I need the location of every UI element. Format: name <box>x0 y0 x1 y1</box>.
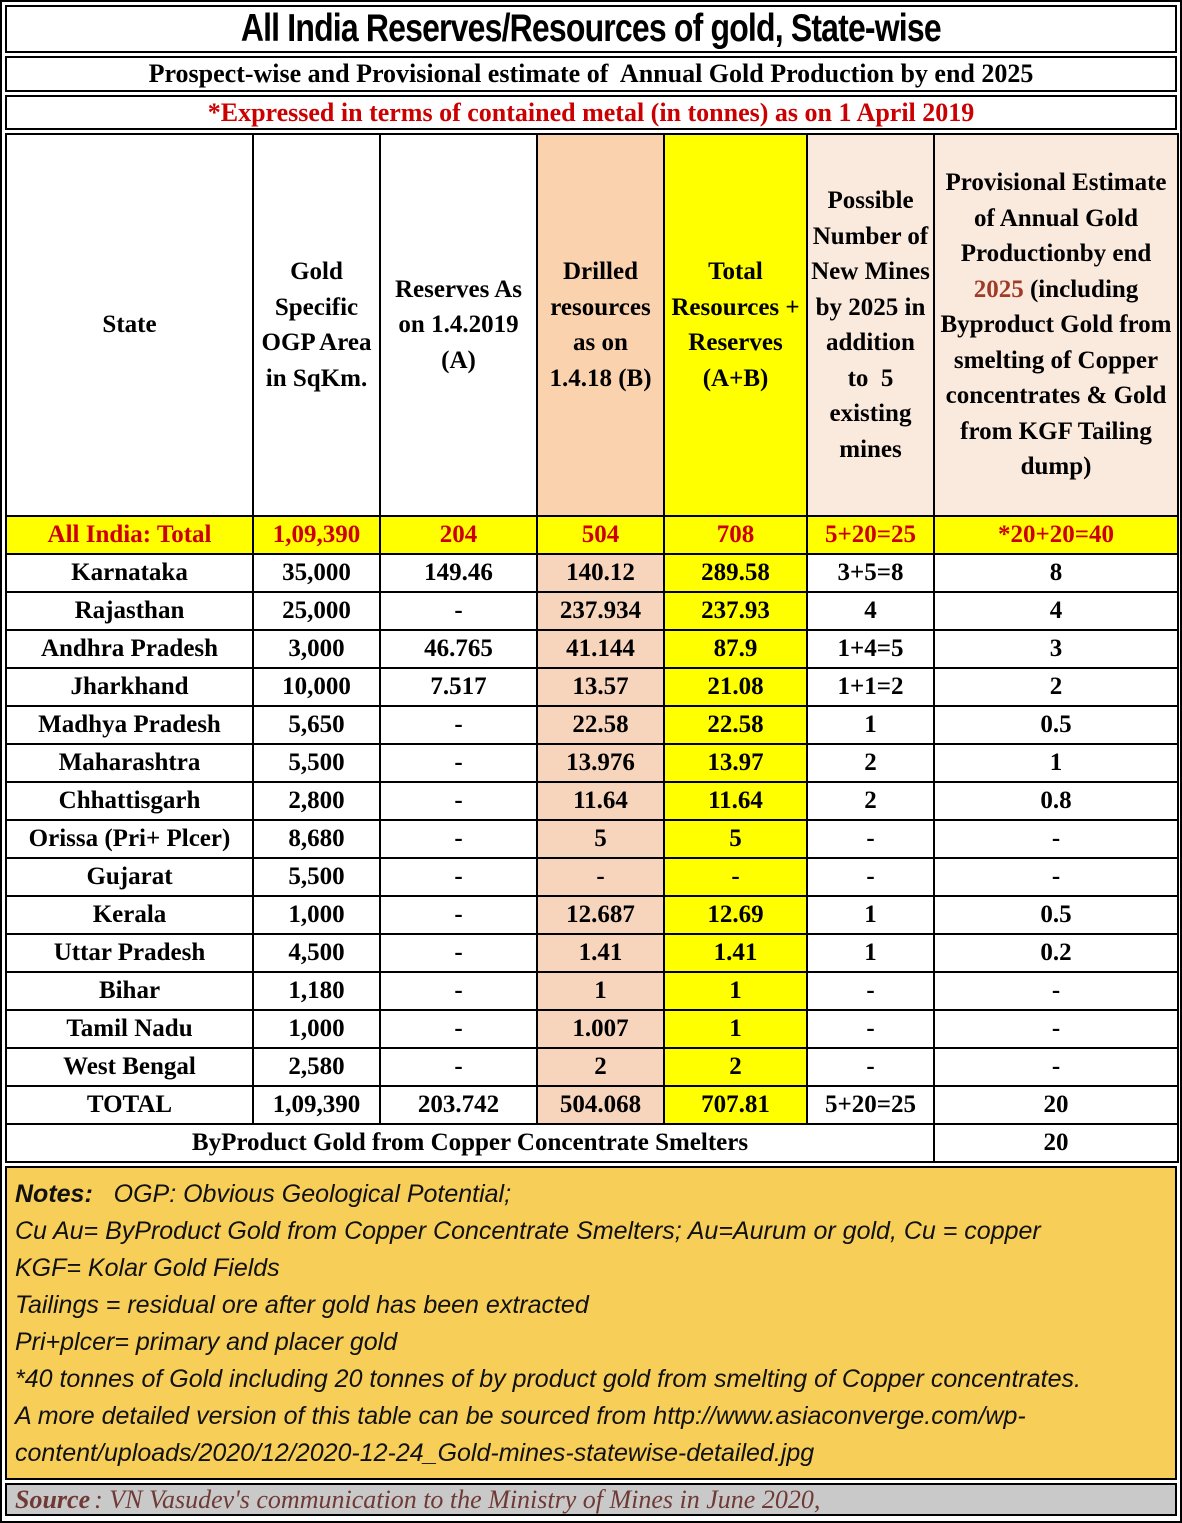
cell-total-resources: 12.69 <box>664 896 807 934</box>
notes-section <box>5 1166 1177 1480</box>
cell-production-estimate: 2 <box>934 668 1178 706</box>
table-row <box>6 744 1178 782</box>
source-row <box>5 1483 1177 1516</box>
cell-ogp-area: 2,580 <box>253 1048 380 1086</box>
cell-production-estimate: - <box>934 1048 1178 1086</box>
cell-production-estimate: 0.5 <box>934 896 1178 934</box>
cell-reserves: 46.765 <box>380 630 537 668</box>
cell-possible-mines: - <box>807 1048 934 1086</box>
cell-total-resources: 1.41 <box>664 934 807 972</box>
cell-possible-mines: 1+1=2 <box>807 668 934 706</box>
cell-ogp-area: 5,500 <box>253 744 380 782</box>
table-row <box>6 782 1178 820</box>
cell-drilled-resources: 13.976 <box>537 744 664 782</box>
cell-reserves: - <box>380 592 537 630</box>
notes-label: Notes: <box>15 1180 93 1208</box>
cell-drilled-resources: 2 <box>537 1048 664 1086</box>
cell-state: Bihar <box>6 972 253 1010</box>
table-row <box>6 1010 1178 1048</box>
cell-reserves: - <box>380 782 537 820</box>
table-row <box>6 1086 1178 1124</box>
cell-ogp-area: 25,000 <box>253 592 380 630</box>
cell-total-resources: 1 <box>664 1010 807 1048</box>
units-note-box <box>5 95 1177 130</box>
cell-ogp-area: 5,650 <box>253 706 380 744</box>
cell-state: All India: Total <box>6 516 253 554</box>
cell-state: Rajasthan <box>6 592 253 630</box>
cell-possible-mines: 5+20=25 <box>807 516 934 554</box>
cell-reserves: - <box>380 972 537 1010</box>
cell-production-estimate: 0.5 <box>934 706 1178 744</box>
cell-state: Tamil Nadu <box>6 1010 253 1048</box>
column-header-ogp-area: Gold Specific OGP Area in SqKm. <box>253 134 380 516</box>
cell-drilled-resources: 5 <box>537 820 664 858</box>
cell-total-resources: 237.93 <box>664 592 807 630</box>
cell-reserves: - <box>380 1010 537 1048</box>
cell-possible-mines: 1+4=5 <box>807 630 934 668</box>
cell-drilled-resources: 237.934 <box>537 592 664 630</box>
cell-state: Karnataka <box>6 554 253 592</box>
cell-possible-mines: 3+5=8 <box>807 554 934 592</box>
cell-total-resources: 289.58 <box>664 554 807 592</box>
cell-production-estimate: - <box>934 820 1178 858</box>
table-row <box>6 706 1178 744</box>
cell-reserves: - <box>380 744 537 782</box>
cell-total-resources: 22.58 <box>664 706 807 744</box>
cell-reserves: 203.742 <box>380 1086 537 1124</box>
cell-production-estimate: 8 <box>934 554 1178 592</box>
notes-line: A more detailed version of this table can be sourced from http://www.asiaconverge.com/wp- <box>15 1402 1026 1430</box>
cell-drilled-resources: 11.64 <box>537 782 664 820</box>
cell-reserves: - <box>380 896 537 934</box>
cell-possible-mines: 5+20=25 <box>807 1086 934 1124</box>
table-row <box>6 820 1178 858</box>
notes-line: Tailings = residual ore after gold has been extracted <box>15 1291 589 1319</box>
cell-production-estimate: - <box>934 1010 1178 1048</box>
cell-production-estimate: 0.8 <box>934 782 1178 820</box>
notes-line: content/uploads/2020/12/2020-12-24_Gold-mines-statewise-detailed.jpg <box>15 1439 815 1467</box>
gold-reserves-table <box>5 133 1179 1163</box>
notes-line: Pri+plcer= primary and placer gold <box>15 1328 398 1356</box>
cell-production-estimate: 20 <box>934 1086 1178 1124</box>
cell-ogp-area: 8,680 <box>253 820 380 858</box>
cell-state: Andhra Pradesh <box>6 630 253 668</box>
notes-line: *40 tonnes of Gold including 20 tonnes of by product gold from smelting of Copper concentrates. <box>15 1365 1081 1393</box>
cell-total-resources: 2 <box>664 1048 807 1086</box>
cell-state: Maharashtra <box>6 744 253 782</box>
all-india-total-row <box>6 516 1178 554</box>
cell-drilled-resources: 13.57 <box>537 668 664 706</box>
cell-total-resources: 707.81 <box>664 1086 807 1124</box>
header-row <box>6 134 1178 516</box>
cell-production-estimate: 4 <box>934 592 1178 630</box>
notes-lines-container <box>15 1213 1167 1472</box>
cell-total-resources: 708 <box>664 516 807 554</box>
byproduct-value: 20 <box>934 1124 1178 1162</box>
units-note: *Expressed in terms of contained metal (in tonnes) as on 1 April 2019 <box>207 97 975 127</box>
cell-reserves: - <box>380 706 537 744</box>
cell-total-resources: 11.64 <box>664 782 807 820</box>
table-row <box>6 934 1178 972</box>
cell-possible-mines: 1 <box>807 934 934 972</box>
cell-state: Kerala <box>6 896 253 934</box>
table-row <box>6 592 1178 630</box>
cell-possible-mines: 2 <box>807 744 934 782</box>
cell-reserves: - <box>380 820 537 858</box>
cell-drilled-resources: 1.41 <box>537 934 664 972</box>
page-title: All India Reserves/Resources of gold, State-wise <box>240 7 941 50</box>
cell-total-resources: 87.9 <box>664 630 807 668</box>
cell-state: West Bengal <box>6 1048 253 1086</box>
column-header-drilled-resources: Drilled resources as on 1.4.18 (B) <box>537 134 664 516</box>
cell-state: Jharkhand <box>6 668 253 706</box>
table-row <box>6 630 1178 668</box>
byproduct-label: ByProduct Gold from Copper Concentrate Smelters <box>6 1124 934 1162</box>
cell-possible-mines: - <box>807 820 934 858</box>
production-header-text-2: (including Byproduct Gold from smelting of Copper concentrates & Gold from KGF Tailing dump) <box>940 275 1172 481</box>
cell-total-resources: 1 <box>664 972 807 1010</box>
cell-drilled-resources: 504 <box>537 516 664 554</box>
cell-possible-mines: - <box>807 1010 934 1048</box>
cell-production-estimate: *20+20=40 <box>934 516 1178 554</box>
cell-production-estimate: - <box>934 972 1178 1010</box>
cell-drilled-resources: - <box>537 858 664 896</box>
cell-possible-mines: 1 <box>807 706 934 744</box>
cell-ogp-area: 1,180 <box>253 972 380 1010</box>
cell-possible-mines: - <box>807 972 934 1010</box>
notes-line: Cu Au= ByProduct Gold from Copper Concentrate Smelters; Au=Aurum or gold, Cu = copper <box>15 1217 1041 1245</box>
cell-production-estimate: 0.2 <box>934 934 1178 972</box>
cell-ogp-area: 1,09,390 <box>253 516 380 554</box>
cell-drilled-resources: 140.12 <box>537 554 664 592</box>
table-row <box>6 1048 1178 1086</box>
cell-production-estimate: 1 <box>934 744 1178 782</box>
cell-drilled-resources: 22.58 <box>537 706 664 744</box>
cell-state: Uttar Pradesh <box>6 934 253 972</box>
cell-total-resources: 13.97 <box>664 744 807 782</box>
cell-state: Gujarat <box>6 858 253 896</box>
cell-production-estimate: 3 <box>934 630 1178 668</box>
table-row <box>6 858 1178 896</box>
notes-line <box>15 1176 1167 1213</box>
notes-line: KGF= Kolar Gold Fields <box>15 1254 280 1282</box>
cell-reserves: 204 <box>380 516 537 554</box>
cell-state: TOTAL <box>6 1086 253 1124</box>
cell-reserves: 149.46 <box>380 554 537 592</box>
cell-ogp-area: 1,09,390 <box>253 1086 380 1124</box>
page-subtitle-box <box>5 56 1177 92</box>
table-body <box>6 516 1178 1162</box>
table-row <box>6 668 1178 706</box>
cell-total-resources: 21.08 <box>664 668 807 706</box>
cell-drilled-resources: 12.687 <box>537 896 664 934</box>
source-label: Source <box>15 1484 91 1514</box>
column-header-state: State <box>6 134 253 516</box>
cell-state: Chhattisgarh <box>6 782 253 820</box>
cell-ogp-area: 35,000 <box>253 554 380 592</box>
cell-ogp-area: 1,000 <box>253 896 380 934</box>
column-header-production-estimate <box>934 134 1178 516</box>
page-subtitle: Prospect-wise and Provisional estimate of Annual Gold Production by end 2025 <box>148 59 1034 88</box>
table-row <box>6 972 1178 1010</box>
cell-drilled-resources: 504.068 <box>537 1086 664 1124</box>
byproduct-row <box>6 1124 1178 1162</box>
cell-drilled-resources: 1 <box>537 972 664 1010</box>
column-header-possible-mines: Possible Number of New Mines by 2025 in addition to 5 existing mines <box>807 134 934 516</box>
cell-state: Orissa (Pri+ Plcer) <box>6 820 253 858</box>
cell-reserves: - <box>380 1048 537 1086</box>
production-header-year: 2025 <box>973 275 1024 303</box>
cell-total-resources: - <box>664 858 807 896</box>
cell-possible-mines: - <box>807 858 934 896</box>
cell-possible-mines: 4 <box>807 592 934 630</box>
table-row <box>6 554 1178 592</box>
cell-state: Madhya Pradesh <box>6 706 253 744</box>
cell-reserves: - <box>380 858 537 896</box>
production-header-text: Provisional Estimate of Annual Gold Productionby end <box>945 169 1167 268</box>
page-title-box <box>5 5 1177 53</box>
cell-total-resources: 5 <box>664 820 807 858</box>
column-header-total-resources: Total Resources + Reserves (A+B) <box>664 134 807 516</box>
cell-possible-mines: 2 <box>807 782 934 820</box>
cell-ogp-area: 2,800 <box>253 782 380 820</box>
cell-ogp-area: 10,000 <box>253 668 380 706</box>
cell-ogp-area: 1,000 <box>253 1010 380 1048</box>
cell-reserves: 7.517 <box>380 668 537 706</box>
cell-possible-mines: 1 <box>807 896 934 934</box>
column-header-reserves: Reserves As on 1.4.2019 (A) <box>380 134 537 516</box>
cell-reserves: - <box>380 934 537 972</box>
table-row <box>6 896 1178 934</box>
cell-ogp-area: 3,000 <box>253 630 380 668</box>
cell-drilled-resources: 41.144 <box>537 630 664 668</box>
notes-first-text: OGP: Obvious Geological Potential; <box>92 1180 512 1208</box>
source-text: : VN Vasudev's communication to the Ministry of Mines in June 2020, <box>94 1484 821 1514</box>
cell-drilled-resources: 1.007 <box>537 1010 664 1048</box>
cell-production-estimate: - <box>934 858 1178 896</box>
cell-ogp-area: 5,500 <box>253 858 380 896</box>
cell-ogp-area: 4,500 <box>253 934 380 972</box>
